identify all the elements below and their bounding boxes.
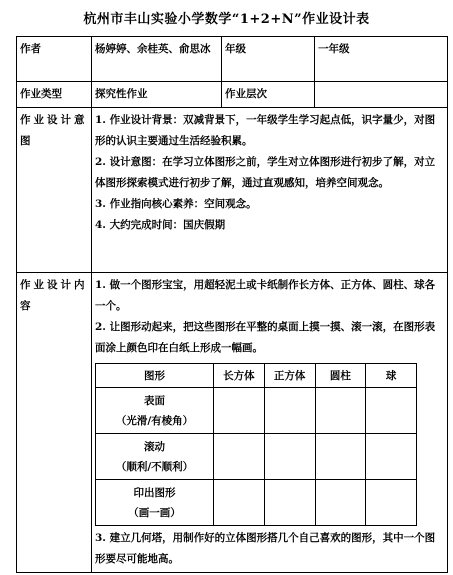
table-cell	[315, 434, 366, 480]
type-value: 探究性作业	[92, 82, 222, 108]
table-cell	[315, 480, 366, 526]
author-label: 作者	[17, 37, 92, 82]
intent-item: 2. 设计意图：在学习立体图形之前，学生对立体图形进行初步了解，对立体图形探索模式进行初步了解，通过直观感知，培养空间观念。	[95, 156, 436, 189]
author-value: 杨婷婷、余桂英、俞思冰	[92, 37, 222, 82]
row-label-line: 印出图形	[133, 486, 176, 499]
content-item: 3. 建立几何塔，用制作好的立体图形搭几个自己喜欢的图形，其中一个图形要尽可能地高。	[95, 532, 436, 565]
table-cell	[214, 480, 265, 526]
table-row	[96, 434, 417, 480]
content-body	[92, 273, 448, 573]
shape-table-header: 球	[366, 364, 417, 388]
shape-table-header: 长方体	[214, 364, 265, 388]
level-value	[315, 82, 448, 108]
intent-content	[92, 108, 448, 273]
table-cell	[214, 388, 265, 434]
grade-value: 一年级	[315, 37, 448, 82]
row-label-line: （画一画）	[128, 506, 181, 519]
table-cell	[366, 434, 417, 480]
intent-item: 4. 大约完成时间：国庆假期	[95, 219, 226, 231]
row-label-line: （顺利/不顺利）	[115, 460, 194, 473]
design-table	[16, 36, 448, 573]
content-item: 2. 让图形动起来，把这些图形在平整的桌面上摸一摸、滚一滚，在图形表面涂上颜色印在白纸上形成一幅画。	[95, 321, 436, 354]
intent-label: 作业设计意图	[17, 108, 92, 273]
level-label: 作业层次	[222, 82, 315, 108]
shape-table-header: 正方体	[264, 364, 315, 388]
table-cell	[264, 480, 315, 526]
table-cell	[366, 388, 417, 434]
row-label	[96, 434, 214, 480]
table-cell	[366, 480, 417, 526]
table-row	[96, 480, 417, 526]
table-row	[96, 388, 417, 434]
shape-table-header: 圆柱	[315, 364, 366, 388]
table-cell	[315, 388, 366, 434]
row-label	[96, 480, 214, 526]
row-label	[96, 388, 214, 434]
row-label-line: 表面	[144, 394, 165, 407]
intent-item: 1. 作业设计背景：双减背景下，一年级学生学习起点低，识字量少，对图形的认识主要通过生活经验积累。	[95, 114, 436, 147]
table-cell	[264, 388, 315, 434]
row-label-line: （光滑/有棱角）	[115, 414, 194, 427]
table-cell	[214, 434, 265, 480]
content-item: 1. 做一个图形宝宝，用超轻泥土或卡纸制作长方体、正方体、圆柱、球各一个。	[95, 279, 436, 312]
intent-item: 3. 作业指向核心素养：空间观念。	[95, 198, 257, 210]
type-label: 作业类型	[17, 82, 92, 108]
content-label: 作业设计内容	[17, 273, 92, 573]
grade-label: 年级	[222, 37, 315, 82]
row-label-line: 滚动	[144, 440, 165, 453]
document-title: 杭州市丰山实验小学数学“1+2+N”作业设计表	[83, 12, 370, 27]
table-cell	[264, 434, 315, 480]
shape-table-header: 图形	[96, 364, 214, 388]
shape-table	[95, 363, 417, 526]
